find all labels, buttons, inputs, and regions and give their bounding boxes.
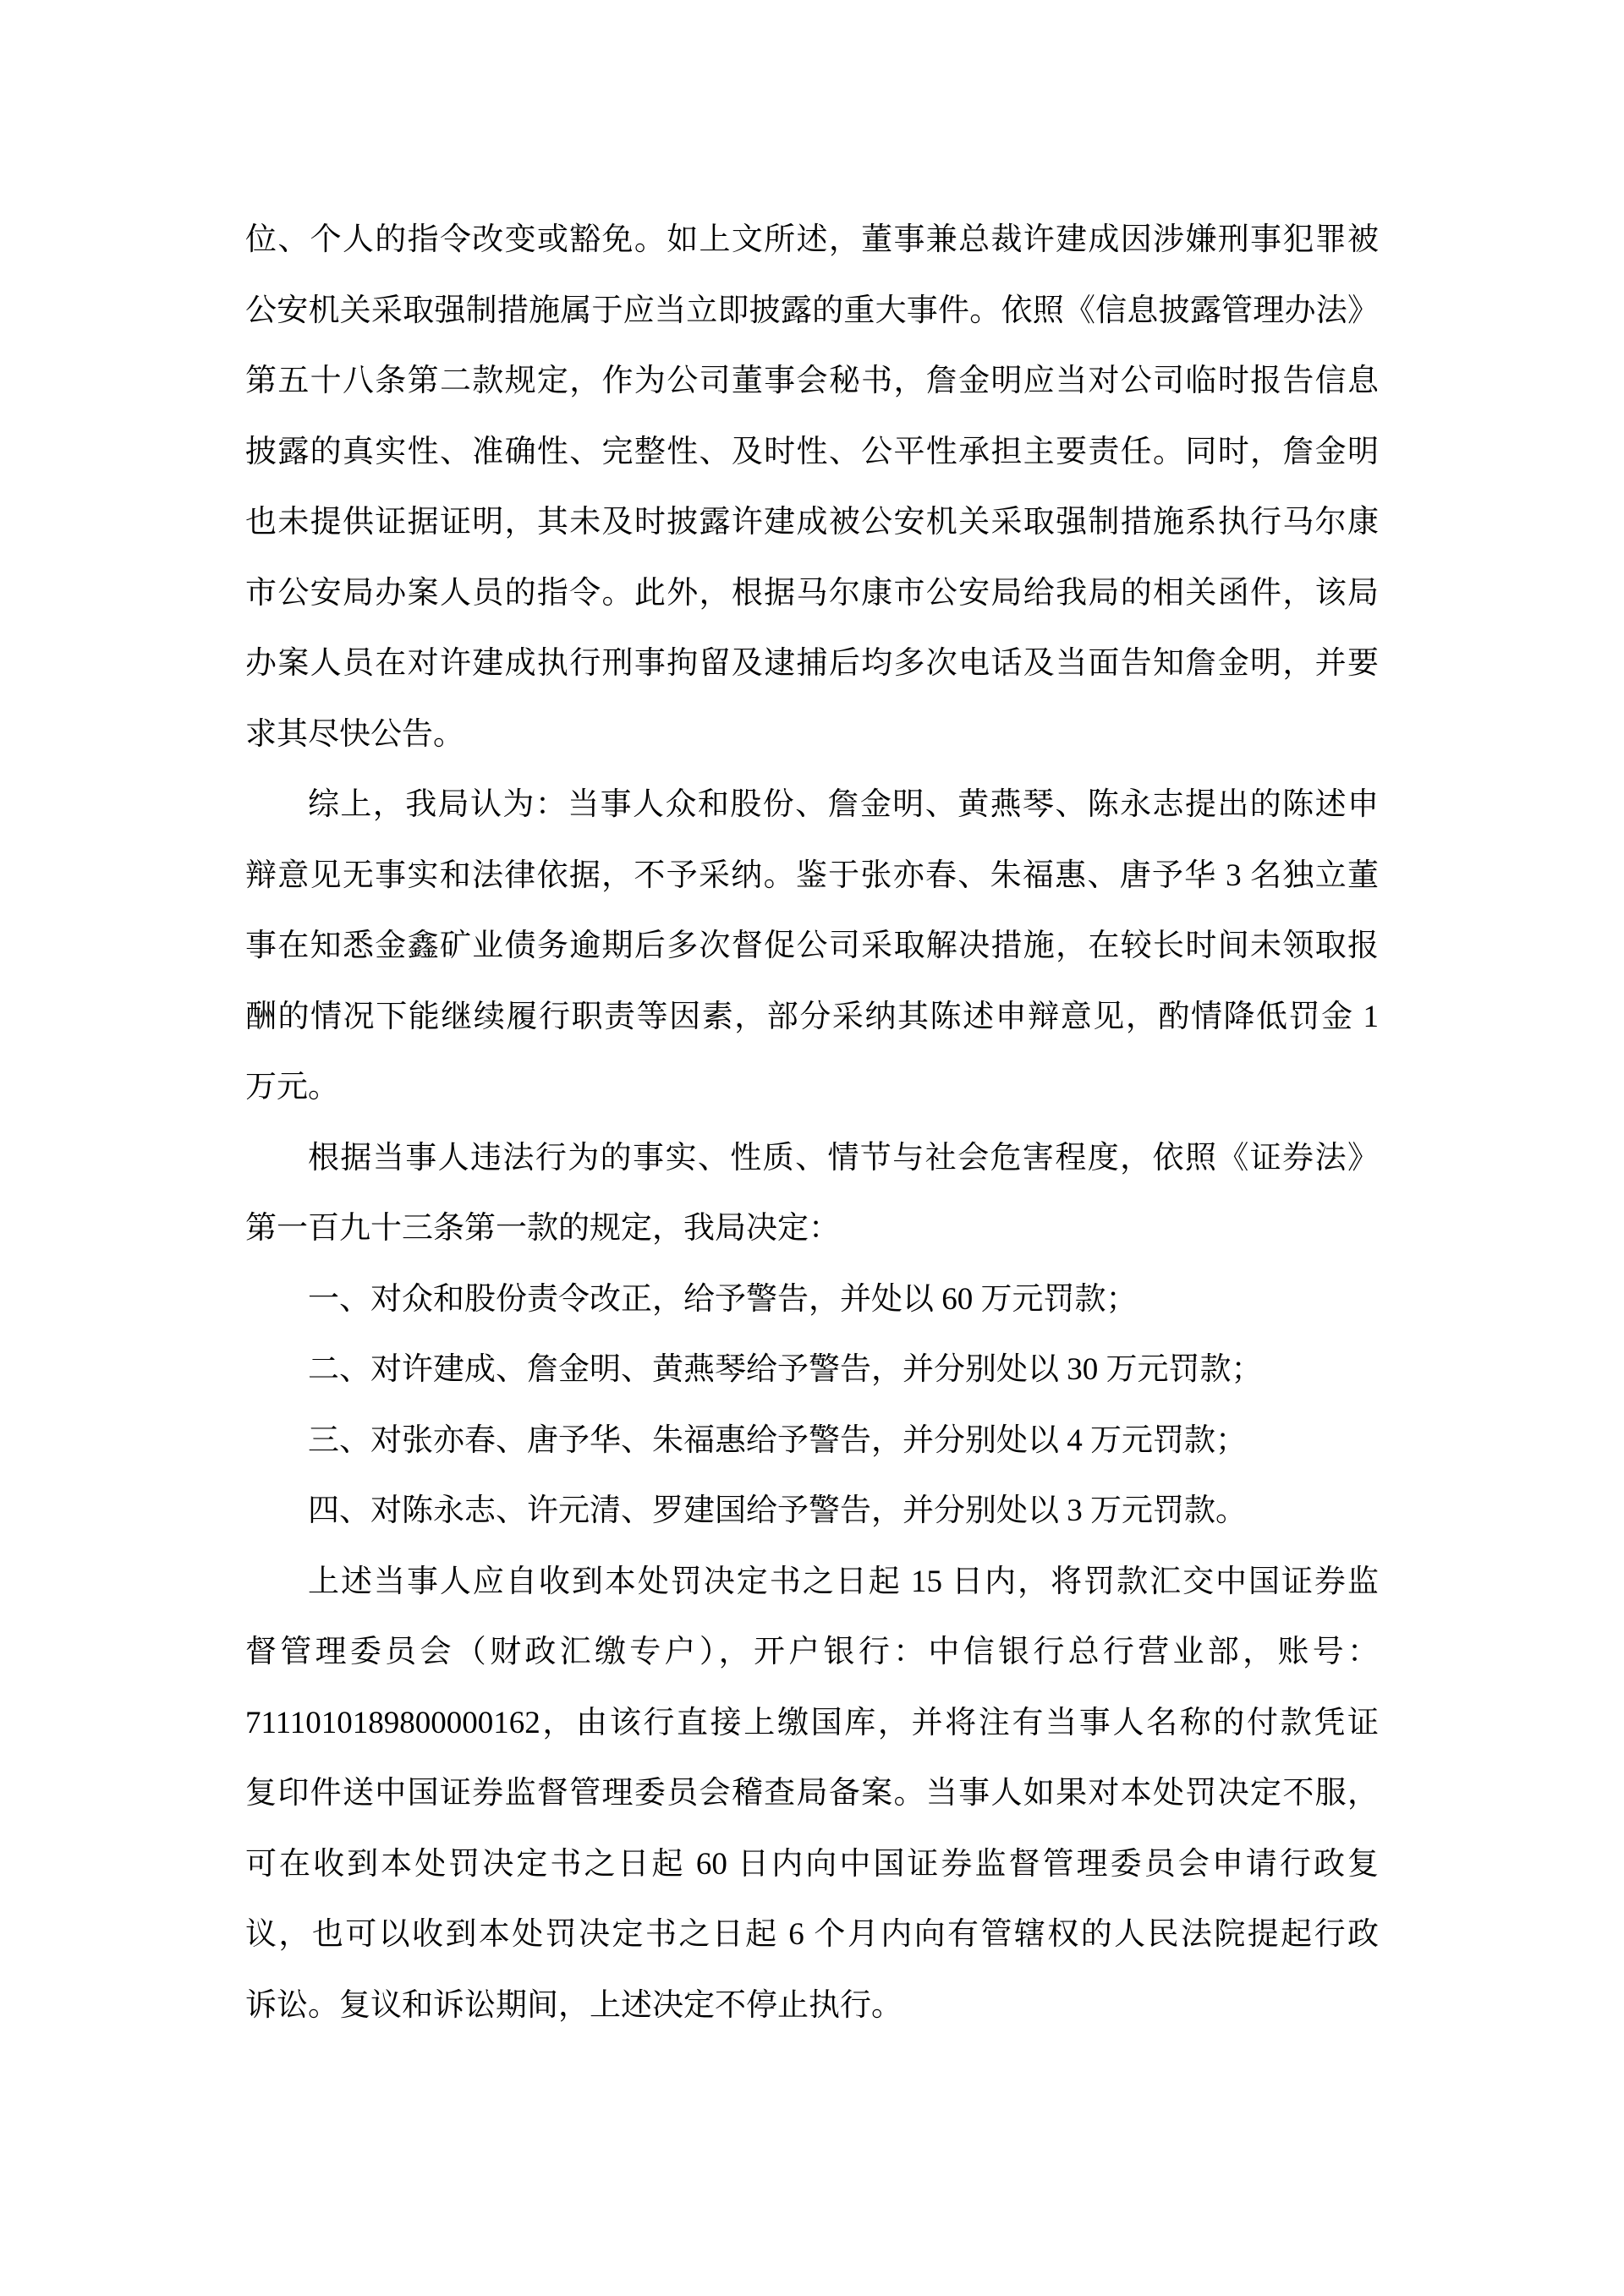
text-line: 酬的情况下能继续履行职责等因素，部分采纳其陈述申辩意见，酌情降低罚金 1 xyxy=(245,999,1379,1034)
text-line: 办案人员在对许建成执行刑事拘留及逮捕后均多次电话及当面告知詹金明，并要 xyxy=(245,646,1379,681)
text-line: 综上，我局认为：当事人众和股份、詹金明、黄燕琴、陈永志提出的陈述申 xyxy=(308,787,1379,822)
text-line: 上述当事人应自收到本处罚决定书之日起 15 日内，将罚款汇交中国证券监 xyxy=(308,1564,1379,1599)
text-line: 万元。 xyxy=(245,1070,339,1104)
text-line: 根据当事人违法行为的事实、性质、情节与社会危害程度，依照《证券法》 xyxy=(308,1140,1379,1175)
text-line: 第五十八条第二款规定，作为公司董事会秘书，詹金明应当对公司临时报告信息 xyxy=(245,364,1379,398)
text-line: 诉讼。复议和诉讼期间，上述决定不停止执行。 xyxy=(245,1987,903,2023)
document-body xyxy=(245,205,1379,2041)
text-line: 求其尽快公告。 xyxy=(245,716,464,752)
text-line: 四、对陈永志、许元清、罗建国给予警告，并分别处以 3 万元罚款。 xyxy=(308,1493,1247,1528)
text-line: 公安机关采取强制措施属于应当立即披露的重大事件。依照《信息披露管理办法》 xyxy=(245,293,1379,328)
text-line: 二、对许建成、詹金明、黄燕琴给予警告，并分别处以 30 万元罚款； xyxy=(308,1352,1263,1387)
text-line: 位、个人的指令改变或豁免。如上文所述，董事兼总裁许建成因涉嫌刑事犯罪被 xyxy=(245,222,1379,257)
text-line: 督管理委员会（财政汇缴专户），开户银行：中信银行总行营业部，账号： xyxy=(245,1635,1379,1669)
text-line: 辩意见无事实和法律依据，不予采纳。鉴于张亦春、朱福惠、唐予华 3 名独立董 xyxy=(245,858,1379,893)
text-line: 议，也可以收到本处罚决定书之日起 6 个月内向有管辖权的人民法院提起行政 xyxy=(245,1917,1379,1952)
text-line: 一、对众和股份责令改正，给予警告，并处以 60 万元罚款； xyxy=(308,1281,1138,1317)
text-line: 可在收到本处罚决定书之日起 60 日内向中国证券监督管理委员会申请行政复 xyxy=(245,1846,1379,1882)
text-line: 第一百九十三条第一款的规定，我局决定： xyxy=(245,1211,840,1246)
text-line: 复印件送中国证券监督管理委员会稽查局备案。当事人如果对本处罚决定不服， xyxy=(245,1776,1379,1811)
text-line: 三、对张亦春、唐予华、朱福惠给予警告，并分别处以 4 万元罚款； xyxy=(308,1422,1247,1458)
text-line: 7111010189800000162，由该行直接上缴国库，并将注有当事人名称的付款凭证 xyxy=(245,1705,1379,1740)
text-line: 市公安局办案人员的指令。此外，根据马尔康市公安局给我局的相关函件，该局 xyxy=(245,575,1379,611)
text-line: 披露的真实性、准确性、完整性、及时性、公平性承担主要责任。同时，詹金明 xyxy=(245,434,1379,469)
text-line: 也未提供证据证明，其未及时披露许建成被公安机关采取强制措施系执行马尔康 xyxy=(245,505,1379,540)
text-line: 事在知悉金鑫矿业债务逾期后多次督促公司采取解决措施，在较长时间未领取报 xyxy=(245,929,1379,963)
